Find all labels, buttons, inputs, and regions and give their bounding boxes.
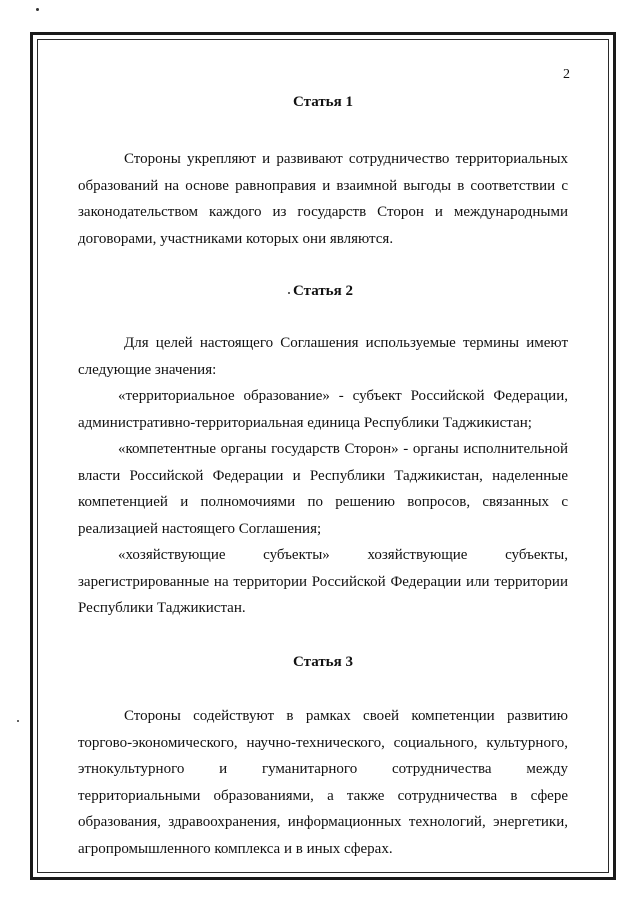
page-number: 2	[563, 67, 570, 82]
article-2-body	[78, 330, 568, 622]
article-3	[78, 654, 568, 671]
scan-speck	[17, 720, 19, 722]
scan-speck	[288, 292, 290, 294]
article-3-heading: Статья 3	[293, 654, 353, 670]
article-1-body	[78, 146, 568, 252]
article-2	[78, 283, 568, 300]
article-2-heading: Статья 2	[293, 283, 353, 299]
article-1-heading: Статья 1	[293, 94, 353, 110]
scan-speck	[36, 8, 39, 11]
article-2-paragraph-4: «хозяйствующие субъекты» хозяйствующие субъекты, зарегистрированные на территории Российской Федерации или территории Республики Таджикистан.	[78, 547, 568, 616]
article-1-paragraph-1: Стороны укрепляют и развивают сотрудничество территориальных образований на основе равноправия и взаимной выгоды в соответствии с законодательством каждого из государств Сторон и международными договорами, участниками которых они являются.	[78, 151, 568, 247]
article-3-paragraph-1: Стороны содействуют в рамках своей компетенции развитию торгово-экономического, научно-технического, социального, культурного, этнокультурного и гуманитарного сотрудничества между территориальными образованиями, а также сотрудничества в сфере образования, здравоохранения, информационных технологий, энергетики, агропромышленного комплекса и в иных сферах.	[78, 708, 568, 857]
article-3-body	[78, 703, 568, 862]
article-2-paragraph-2: «территориальное образование» - субъект Российской Федерации, административно-территориальная единица Республики Таджикистан;	[78, 388, 568, 431]
article-2-paragraph-1: Для целей настоящего Соглашения используемые термины имеют следующие значения:	[78, 335, 568, 378]
article-1	[78, 94, 568, 111]
article-2-paragraph-3: «компетентные органы государств Сторон» - органы исполнительной власти Российской Федерации и Республики Таджикистан, наделенные компетенцией и полномочиями по решению вопросов, связанных с реализацией настоящего Соглашения;	[78, 441, 568, 537]
